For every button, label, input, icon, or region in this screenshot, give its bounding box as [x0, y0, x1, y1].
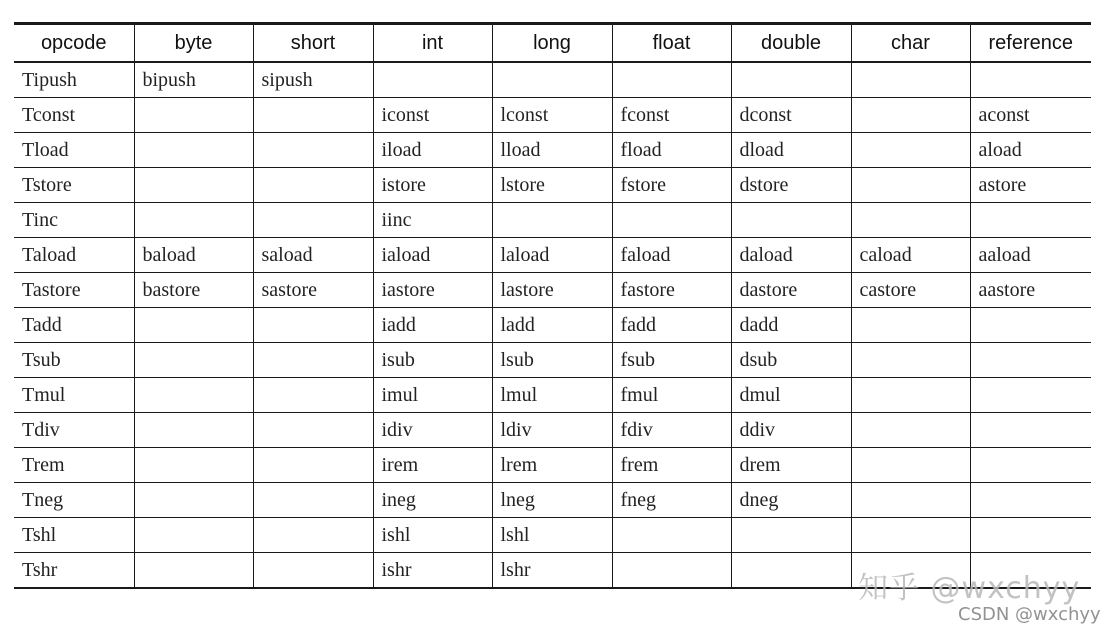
instruction-cell-byte — [134, 378, 253, 413]
table-row — [14, 98, 1091, 133]
instruction-cell-char: caload — [851, 238, 970, 273]
opcode-type-table-container — [14, 22, 1091, 589]
instruction-cell-long — [492, 203, 612, 238]
instruction-cell-int: iinc — [373, 203, 492, 238]
zhihu-watermark: 知乎 @wxchyy — [858, 571, 1081, 606]
instruction-cell-short — [253, 133, 373, 168]
opcode-cell: Tneg — [14, 483, 134, 518]
instruction-cell-short — [253, 553, 373, 589]
instruction-cell-float: fmul — [612, 378, 731, 413]
opcode-cell: Tload — [14, 133, 134, 168]
instruction-cell-float: fsub — [612, 343, 731, 378]
instruction-cell-long: lsub — [492, 343, 612, 378]
instruction-cell-double — [731, 203, 851, 238]
opcode-cell: Tastore — [14, 273, 134, 308]
instruction-cell-short — [253, 483, 373, 518]
column-header-short: short — [253, 24, 373, 63]
opcode-cell: Tadd — [14, 308, 134, 343]
instruction-cell-short — [253, 518, 373, 553]
instruction-cell-long: lconst — [492, 98, 612, 133]
table-row — [14, 448, 1091, 483]
column-header-byte: byte — [134, 24, 253, 63]
table-row — [14, 62, 1091, 98]
instruction-cell-reference: aconst — [970, 98, 1091, 133]
csdn-watermark: CSDN @wxchyy — [958, 604, 1101, 625]
instruction-cell-double: dsub — [731, 343, 851, 378]
instruction-cell-long: ladd — [492, 308, 612, 343]
instruction-cell-float: fconst — [612, 98, 731, 133]
instruction-cell-short — [253, 413, 373, 448]
instruction-cell-int: iload — [373, 133, 492, 168]
instruction-cell-char — [851, 378, 970, 413]
table-row — [14, 133, 1091, 168]
instruction-cell-short — [253, 308, 373, 343]
instruction-cell-reference: aaload — [970, 238, 1091, 273]
instruction-cell-long — [492, 62, 612, 98]
instruction-cell-long: ldiv — [492, 413, 612, 448]
instruction-cell-reference — [970, 483, 1091, 518]
opcode-cell: Tipush — [14, 62, 134, 98]
table-row — [14, 343, 1091, 378]
instruction-cell-reference: aastore — [970, 273, 1091, 308]
instruction-cell-double: dastore — [731, 273, 851, 308]
instruction-cell-double — [731, 518, 851, 553]
instruction-cell-double: daload — [731, 238, 851, 273]
column-header-char: char — [851, 24, 970, 63]
table-row — [14, 238, 1091, 273]
instruction-cell-double: dmul — [731, 378, 851, 413]
instruction-cell-int: isub — [373, 343, 492, 378]
instruction-cell-reference: aload — [970, 133, 1091, 168]
instruction-cell-short: saload — [253, 238, 373, 273]
instruction-cell-char — [851, 62, 970, 98]
opcode-cell: Taload — [14, 238, 134, 273]
instruction-cell-int: ineg — [373, 483, 492, 518]
instruction-cell-reference — [970, 62, 1091, 98]
column-header-opcode: opcode — [14, 24, 134, 63]
instruction-cell-long: lneg — [492, 483, 612, 518]
instruction-cell-short — [253, 378, 373, 413]
instruction-cell-float: fneg — [612, 483, 731, 518]
instruction-cell-double: dadd — [731, 308, 851, 343]
instruction-cell-char — [851, 98, 970, 133]
instruction-cell-float: fdiv — [612, 413, 731, 448]
instruction-cell-float: fadd — [612, 308, 731, 343]
instruction-cell-long: lmul — [492, 378, 612, 413]
instruction-cell-int: iadd — [373, 308, 492, 343]
instruction-cell-byte — [134, 343, 253, 378]
instruction-cell-short — [253, 98, 373, 133]
column-header-double: double — [731, 24, 851, 63]
instruction-cell-char — [851, 518, 970, 553]
opcode-cell: Tshl — [14, 518, 134, 553]
table-row — [14, 413, 1091, 448]
column-header-float: float — [612, 24, 731, 63]
instruction-cell-float: faload — [612, 238, 731, 273]
opcode-cell: Tstore — [14, 168, 134, 203]
column-header-reference: reference — [988, 31, 1073, 54]
instruction-cell-char — [851, 413, 970, 448]
table-row — [14, 273, 1091, 308]
instruction-cell-float — [612, 518, 731, 553]
instruction-cell-long: lload — [492, 133, 612, 168]
opcode-cell: Tsub — [14, 343, 134, 378]
table-body — [14, 62, 1091, 588]
instruction-cell-float: fastore — [612, 273, 731, 308]
instruction-cell-long: lastore — [492, 273, 612, 308]
instruction-cell-byte — [134, 553, 253, 589]
instruction-cell-int: iconst — [373, 98, 492, 133]
opcode-cell: Tinc — [14, 203, 134, 238]
instruction-cell-reference — [970, 518, 1091, 553]
instruction-cell-reference — [970, 448, 1091, 483]
instruction-cell-double: dneg — [731, 483, 851, 518]
instruction-cell-float — [612, 553, 731, 589]
instruction-cell-int — [373, 62, 492, 98]
instruction-cell-int: ishr — [373, 553, 492, 589]
opcode-cell: Tmul — [14, 378, 134, 413]
instruction-cell-reference — [970, 308, 1091, 343]
table-row — [14, 483, 1091, 518]
table-row — [14, 203, 1091, 238]
instruction-cell-double — [731, 553, 851, 589]
instruction-cell-byte: bipush — [134, 62, 253, 98]
instruction-cell-short — [253, 168, 373, 203]
instruction-cell-float: frem — [612, 448, 731, 483]
instruction-cell-double — [731, 62, 851, 98]
instruction-cell-long: laload — [492, 238, 612, 273]
instruction-cell-short: sastore — [253, 273, 373, 308]
instruction-cell-char — [851, 343, 970, 378]
instruction-cell-byte: baload — [134, 238, 253, 273]
instruction-cell-byte — [134, 203, 253, 238]
instruction-cell-float — [612, 203, 731, 238]
instruction-cell-float — [612, 62, 731, 98]
opcode-type-table — [14, 22, 1091, 589]
instruction-cell-char — [851, 133, 970, 168]
instruction-cell-byte — [134, 413, 253, 448]
instruction-cell-int: irem — [373, 448, 492, 483]
instruction-cell-double: ddiv — [731, 413, 851, 448]
instruction-cell-long: lshr — [492, 553, 612, 589]
instruction-cell-reference — [970, 378, 1091, 413]
table-row — [14, 378, 1091, 413]
instruction-cell-reference — [970, 203, 1091, 238]
instruction-cell-reference — [970, 343, 1091, 378]
opcode-cell: Tshr — [14, 553, 134, 589]
column-header-long: long — [492, 24, 612, 63]
instruction-cell-byte — [134, 308, 253, 343]
instruction-cell-double: dload — [731, 133, 851, 168]
instruction-cell-byte — [134, 448, 253, 483]
table-row — [14, 518, 1091, 553]
instruction-cell-char: castore — [851, 273, 970, 308]
instruction-cell-char — [851, 203, 970, 238]
opcode-cell: Tconst — [14, 98, 134, 133]
table-row — [14, 308, 1091, 343]
instruction-cell-byte — [134, 168, 253, 203]
instruction-cell-int: idiv — [373, 413, 492, 448]
instruction-cell-byte — [134, 98, 253, 133]
instruction-cell-float: fload — [612, 133, 731, 168]
instruction-cell-short — [253, 343, 373, 378]
instruction-cell-float: fstore — [612, 168, 731, 203]
instruction-cell-reference: astore — [970, 168, 1091, 203]
header-row — [14, 24, 1091, 63]
table-row — [14, 168, 1091, 203]
opcode-cell: Trem — [14, 448, 134, 483]
instruction-cell-byte: bastore — [134, 273, 253, 308]
instruction-cell-char — [851, 168, 970, 203]
instruction-cell-long: lrem — [492, 448, 612, 483]
opcode-cell: Tdiv — [14, 413, 134, 448]
instruction-cell-long: lstore — [492, 168, 612, 203]
instruction-cell-double: dstore — [731, 168, 851, 203]
instruction-cell-int: istore — [373, 168, 492, 203]
instruction-cell-char — [851, 483, 970, 518]
column-header-int: int — [373, 24, 492, 63]
instruction-cell-long: lshl — [492, 518, 612, 553]
instruction-cell-short: sipush — [253, 62, 373, 98]
instruction-cell-int: imul — [373, 378, 492, 413]
instruction-cell-byte — [134, 518, 253, 553]
instruction-cell-double: dconst — [731, 98, 851, 133]
instruction-cell-short — [253, 448, 373, 483]
instruction-cell-double: drem — [731, 448, 851, 483]
instruction-cell-byte — [134, 483, 253, 518]
instruction-cell-int: ishl — [373, 518, 492, 553]
instruction-cell-short — [253, 203, 373, 238]
table-header — [14, 24, 1091, 63]
instruction-cell-reference — [970, 413, 1091, 448]
instruction-cell-char — [851, 308, 970, 343]
instruction-cell-int: iaload — [373, 238, 492, 273]
instruction-cell-int: iastore — [373, 273, 492, 308]
instruction-cell-char — [851, 448, 970, 483]
instruction-cell-byte — [134, 133, 253, 168]
